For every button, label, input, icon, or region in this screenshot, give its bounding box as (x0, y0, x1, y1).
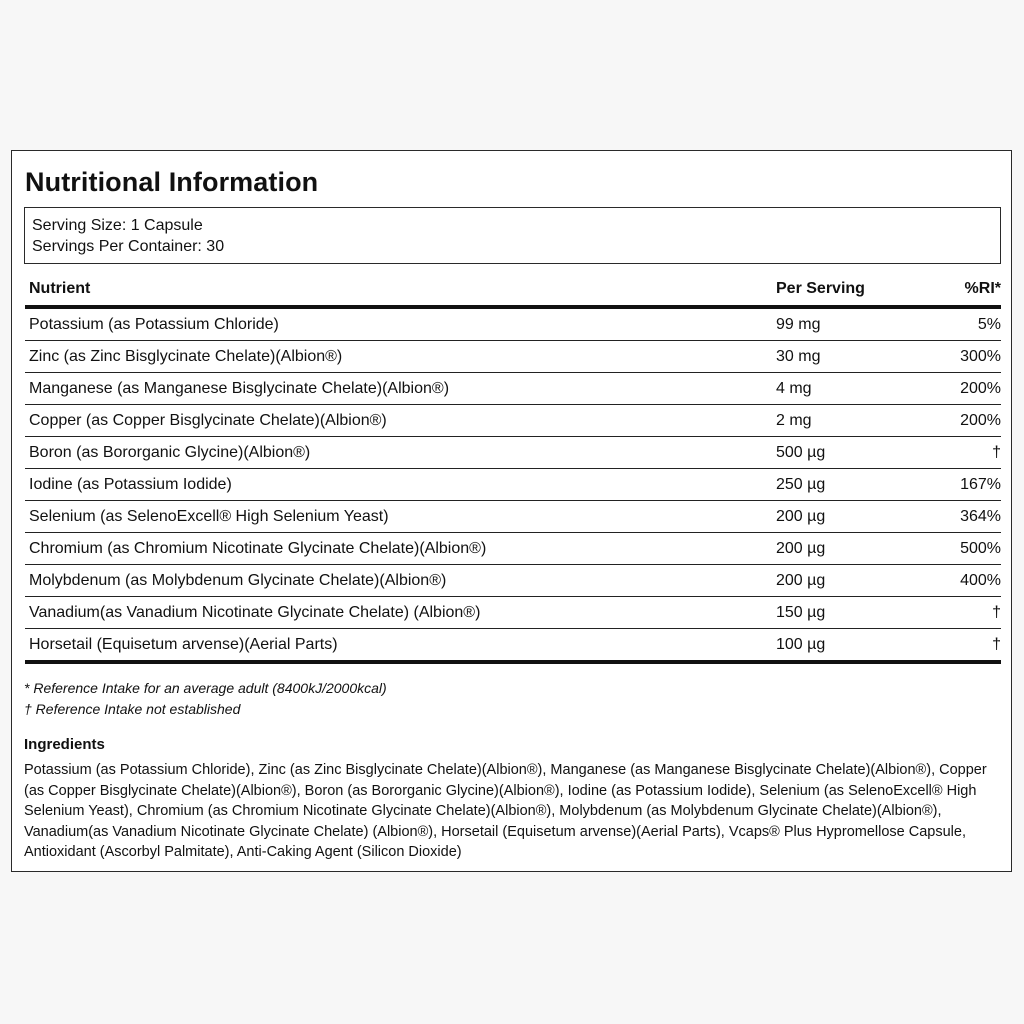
table-row (25, 405, 1001, 437)
ri-value: 200% (960, 379, 1001, 397)
ingredients-heading: Ingredients (24, 736, 105, 753)
ri-value: † (992, 603, 1001, 621)
table-row (25, 373, 1001, 405)
per-serving-value: 4 mg (776, 379, 812, 397)
header-nutrient: Nutrient (29, 280, 91, 297)
per-serving-value: 250 µg (776, 475, 826, 493)
header-per-serving: Per Serving (776, 280, 865, 297)
table-row (25, 437, 1001, 469)
footnotes (24, 678, 387, 720)
table-row (25, 309, 1001, 341)
table-row (25, 341, 1001, 373)
servings-per-container: Servings Per Container: 30 (32, 238, 225, 255)
header-ri: %RI* (964, 280, 1001, 297)
table-row (25, 565, 1001, 597)
table-row (25, 597, 1001, 629)
per-serving-value: 150 µg (776, 603, 826, 621)
ri-value: 500% (960, 539, 1001, 557)
nutrition-table (25, 273, 1001, 664)
per-serving-value: 100 µg (776, 635, 826, 653)
nutrient-name: Iodine (as Potassium Iodide) (29, 475, 232, 493)
table-header (25, 273, 1001, 309)
ri-value: 300% (960, 347, 1001, 365)
dagger-footnote: † Reference Intake not established (24, 701, 241, 717)
nutrient-name: Selenium (as SelenoExcell® High Selenium Yeast) (29, 507, 389, 525)
per-serving-value: 500 µg (776, 443, 826, 461)
ri-value: 400% (960, 571, 1001, 589)
nutrient-name: Zinc (as Zinc Bisglycinate Chelate)(Albion®) (29, 347, 343, 365)
per-serving-value: 99 mg (776, 315, 821, 333)
ri-value: 5% (977, 315, 1001, 333)
serving-info-box (24, 207, 1001, 264)
per-serving-value: 30 mg (776, 347, 821, 365)
serving-size: Serving Size: 1 Capsule (32, 217, 203, 234)
nutrient-name: Molybdenum (as Molybdenum Glycinate Chelate)(Albion®) (29, 571, 447, 589)
ri-value: 167% (960, 475, 1001, 493)
ingredients-text: Potassium (as Potassium Chloride), Zinc (as Zinc Bisglycinate Chelate)(Albion®), Manganese (as Manganese Bisglycinate Chelate)(Albion®), Copper (as Copper Bisglycinate Chelate)(Albion®), Boron (as Bororganic Glycine)(Albion®), Iodine (as Potassium Iodide), Selenium (as SelenoExcell® High Selenium Yeast), Chromium (as Chromium Nicotinate Glycinate Chelate)(Albion®), Molybdenum (as Molybdenum Glycinate Chelate)(Albion®), Vanadium(as Vanadium Nicotinate Glycinate Chelate) (Albion®), Horsetail (Equisetum arvense)(Aerial Parts), Vcaps® Plus Hypromellose Capsule, Antioxidant (Ascorbyl Palmitate), Anti-Caking Agent (Silicon Dioxide) (24, 762, 987, 860)
nutrient-name: Manganese (as Manganese Bisglycinate Chelate)(Albion®) (29, 379, 450, 397)
ri-value: † (992, 443, 1001, 461)
table-row (25, 501, 1001, 533)
table-row (25, 533, 1001, 565)
nutrient-name: Copper (as Copper Bisglycinate Chelate)(Albion®) (29, 411, 387, 429)
nutrient-name: Potassium (as Potassium Chloride) (29, 315, 279, 333)
ri-footnote: * Reference Intake for an average adult (8400kJ/2000kcal) (24, 680, 387, 696)
per-serving-value: 2 mg (776, 411, 812, 429)
nutrient-name: Chromium (as Chromium Nicotinate Glycinate Chelate)(Albion®) (29, 539, 487, 557)
ri-value: † (992, 635, 1001, 653)
table-row (25, 629, 1001, 664)
nutrition-panel (11, 150, 1012, 872)
nutrient-name: Boron (as Bororganic Glycine)(Albion®) (29, 443, 311, 461)
per-serving-value: 200 µg (776, 507, 826, 525)
ri-value: 200% (960, 411, 1001, 429)
per-serving-value: 200 µg (776, 539, 826, 557)
ri-value: 364% (960, 507, 1001, 525)
nutrient-name: Vanadium(as Vanadium Nicotinate Glycinate Chelate) (Albion®) (29, 603, 481, 621)
nutrient-name: Horsetail (Equisetum arvense)(Aerial Parts) (29, 635, 338, 653)
table-row (25, 469, 1001, 501)
per-serving-value: 200 µg (776, 571, 826, 589)
page-title: Nutritional Information (25, 167, 319, 197)
